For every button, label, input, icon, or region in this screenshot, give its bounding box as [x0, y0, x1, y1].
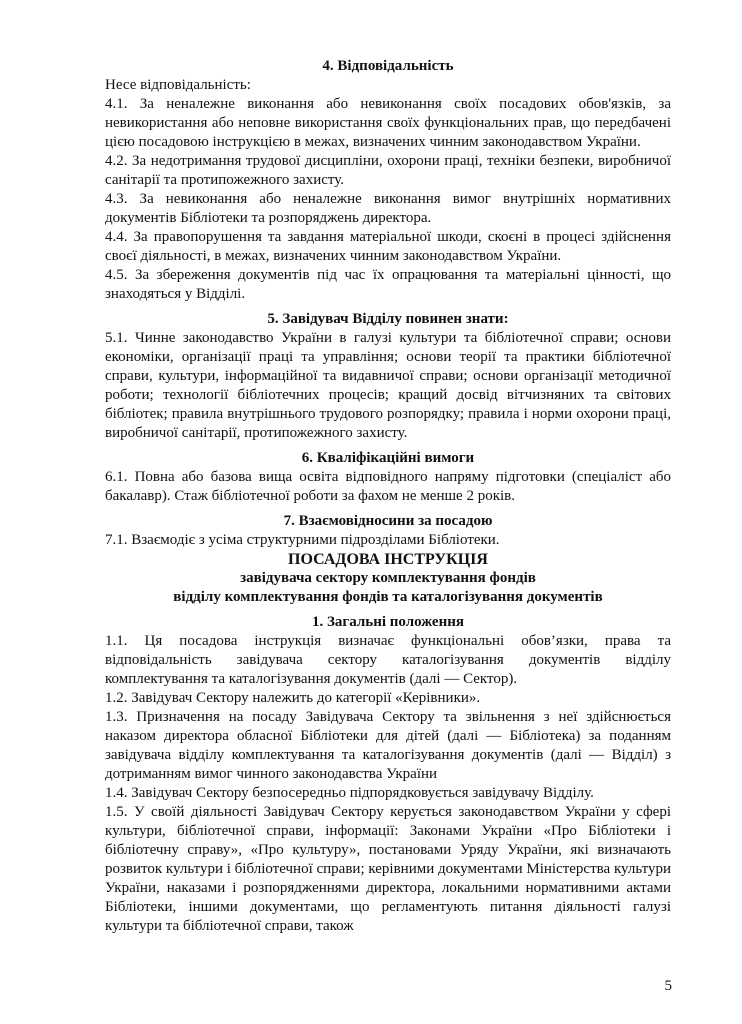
paragraph-7-1: 7.1. Взаємодіє з усіма структурними підрозділами Бібліотеки. — [105, 532, 500, 548]
paragraph-4-5: 4.5. За збереження документів під час їх опрацювання та матеріальні цінності, що знаходяться у Відділі. — [105, 267, 671, 302]
paragraph-5-1: 5.1. Чинне законодавство України в галузі культури та бібліотечної справи; основи економіки, організації праці та управління; основи теорії та практики бібліотечної справи, культури, інформаційної та видавничої справи; основи організації методичної роботи; технології бібліотечних процесів; кращий досвід вітчизняних та світових бібліотек; правила внутрішнього трудового розпорядку; правила і норми охорони праці, виробничої санітарії, протипожежного захисту. — [105, 330, 671, 441]
document-subtitle-1: завідувача сектору комплектування фондів — [240, 570, 536, 586]
paragraph-4-2: 4.2. За недотримання трудової дисципліни, охорони праці, техніки безпеки, виробничої санітарії та протипожежного захисту. — [105, 153, 671, 188]
document-subtitle-2: відділу комплектування фондів та каталогізування документів — [173, 589, 603, 605]
paragraph-4-intro: Несе відповідальність: — [105, 77, 251, 93]
document-title: ПОСАДОВА ІНСТРУКЦІЯ — [288, 551, 488, 568]
paragraph-4-3: 4.3. За невиконання або неналежне виконання вимог внутрішніх нормативних документів Бібліотеки та розпоряджень директора. — [105, 191, 671, 226]
section-6-heading: 6. Кваліфікаційні вимоги — [301, 450, 475, 466]
paragraph-4-4: 4.4. За правопорушення та завдання матеріальної шкоди, скоєні в процесі здійснення своєї діяльності, в межах, визначених чинним законодавством України. — [105, 229, 671, 264]
section-5-heading: 5. Завідувач Відділу повинен знати: — [267, 311, 509, 327]
section-4-heading: 4. Відповідальність — [322, 58, 454, 74]
paragraph-4-1: 4.1. За неналежне виконання або невиконання своїх посадових обов'язків, за невикористання або неповне використання своїх функціональних прав, що передбачені цією посадовою інструкцією в межах, визначених чинним законодавством України. — [105, 96, 671, 150]
paragraph-6-1: 6.1. Повна або базова вища освіта відповідного напряму підготовки (спеціаліст або бакалавр). Стаж бібліотечної роботи за фахом не менше 2 років. — [105, 469, 671, 504]
paragraph-1-5: 1.5. У своїй діяльності Завідувач Сектору керується законодавством України у сфері культури, бібліотечної справи, інформації: Законами України «Про Бібліотеки і бібліотечну справу», «Про культуру», постановами Уряду України, які визначають розвиток культури і бібліотечної справи; керівними документами Міністерства культури України, наказами і розпорядженнями директора, локальними нормативними актами Бібліотеки, іншими документами, що регламентують питання діяльності галузі культури та бібліотечної справи, також — [105, 804, 671, 934]
section-1-heading: 1. Загальні положення — [312, 614, 464, 630]
paragraph-1-1: 1.1. Ця посадова інструкція визначає функціональні обов’язки, права та відповідальність завідувача сектору каталогізування документів відділу комплектування та каталогізування документів (далі — Сектор). — [105, 633, 671, 687]
paragraph-1-4: 1.4. Завідувач Сектору безпосередньо підпорядковується завідувачу Відділу. — [105, 785, 594, 801]
paragraph-1-2: 1.2. Завідувач Сектору належить до категорії «Керівники». — [105, 690, 481, 706]
section-7-heading: 7. Взаємовідносини за посадою — [283, 513, 493, 529]
paragraph-1-3: 1.3. Призначення на посаду Завідувача Сектору та звільнення з неї здійснюється наказом директора обласної Бібліотеки для дітей (далі — Бібліотека) за поданням завідувача відділу комплектування та каталогізування документів (далі — Відділ) з дотриманням вимог чинного законодавства України — [105, 709, 671, 782]
page-number: 5 — [664, 978, 672, 994]
